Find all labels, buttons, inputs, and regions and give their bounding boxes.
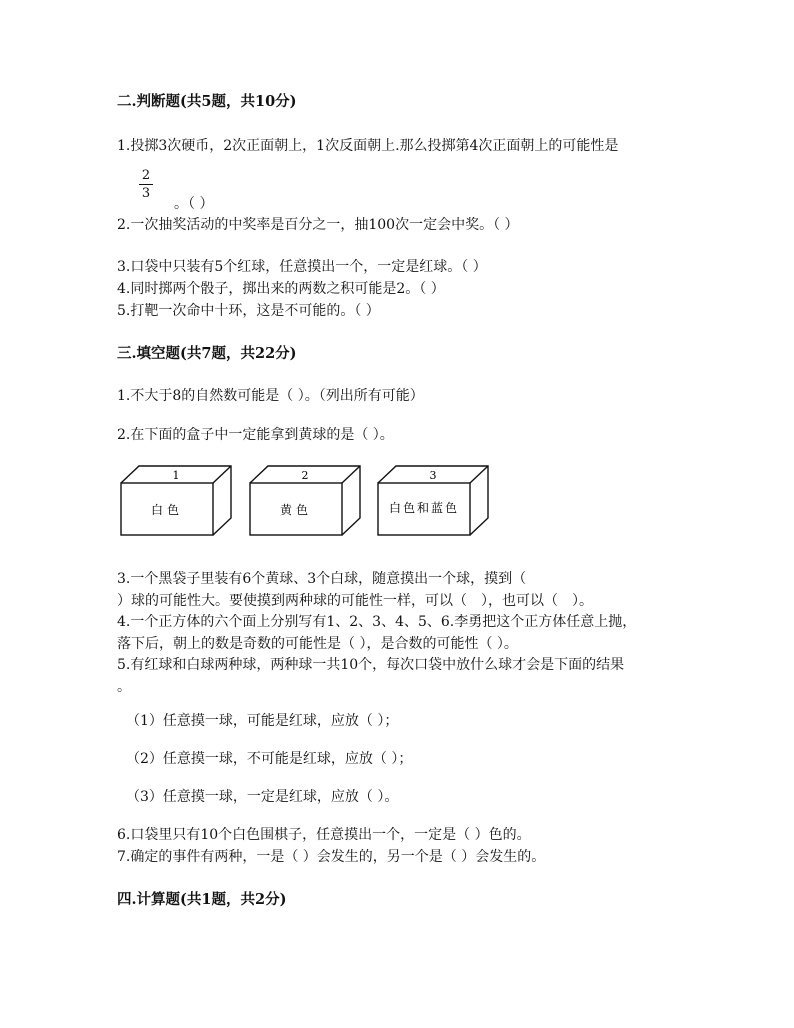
box-2-number: 2 [301,469,309,482]
box-3-number: 3 [429,469,437,482]
question-3-6: 6.口袋里只有10个白色围棋子，任意摸出一个，一定是（ ）色的。 [117,827,531,843]
question-2-4: 4.同时掷两个骰子，掷出来的两数之积可能是2。（ ） [117,281,445,297]
question-3-3-line2: ）球的可能性大。要使摸到两种球的可能性一样，可以（ ），也可以（ ）。 [117,593,593,609]
question-3-4-line2: 落下后，朝上的数是奇数的可能性是（ ），是合数的可能性（ ）。 [117,636,518,652]
section-4-heading: 四.计算题(共1题，共2分) [117,891,287,908]
question-3-1: 1.不大于8的自然数可能是（ ）。（列出所有可能） [117,388,424,404]
section-3-heading: 三.填空题(共7题，共22分) [117,345,297,362]
question-2-5: 5.打靶一次命中十环，这是不可能的。（ ） [117,303,380,319]
question-2-1-tail: 。（ ） [174,196,214,212]
question-3-5-line2: 。 [117,679,131,695]
question-3-5-line1: 5.有红球和白球两种球，两种球一共10个，每次口袋中放什么球才会是下面的结果 [117,657,625,673]
question-2-2: 2.一次抽奖活动的中奖率是百分之一，抽100次一定会中奖。（ ） [117,217,519,233]
fraction-numerator: 2 [141,168,151,183]
box-2-label: 黄色 [279,503,313,517]
boxes-figure [119,463,489,543]
question-2-3: 3.口袋中只装有5个红球，任意摸出一个，一定是红球。（ ） [117,259,487,275]
question-3-3-line1: 3.一个黑袋子里装有6个黄球、3个白球，随意摸出一个球，摸到（ [117,571,527,587]
section-2-heading: 二.判断题(共5题，共10分) [117,93,297,110]
box-3-label: 白色和蓝色 [388,501,460,515]
box-1-label: 白色 [150,503,184,517]
fraction-two-thirds [139,168,153,201]
box-1-number: 1 [172,469,180,482]
fraction-denominator: 3 [141,186,151,201]
question-3-5-sub2: （2）任意摸一球，不可能是红球，应放（ ）； [126,751,413,767]
fraction-bar [139,184,153,185]
question-3-7: 7.确定的事件有两种，一是（ ）会发生的，另一个是（ ）会发生的。 [117,849,546,865]
question-3-2: 2.在下面的盒子中一定能拿到黄球的是（ ）。 [117,427,394,443]
question-2-1: 1.投掷3次硬币，2次正面朝上，1次反面朝上.那么投掷第4次正面朝上的可能性是 [117,138,619,154]
question-3-5-sub3: （3）任意摸一球，一定是红球，应放（ ）。 [126,789,399,805]
question-3-4-line1: 4.一个正方体的六个面上分别写有1、2、3、4、5、6.李勇把这个正方体任意上抛， [117,614,637,630]
question-3-5-sub1: （1）任意摸一球，可能是红球，应放（ ）； [126,713,399,729]
